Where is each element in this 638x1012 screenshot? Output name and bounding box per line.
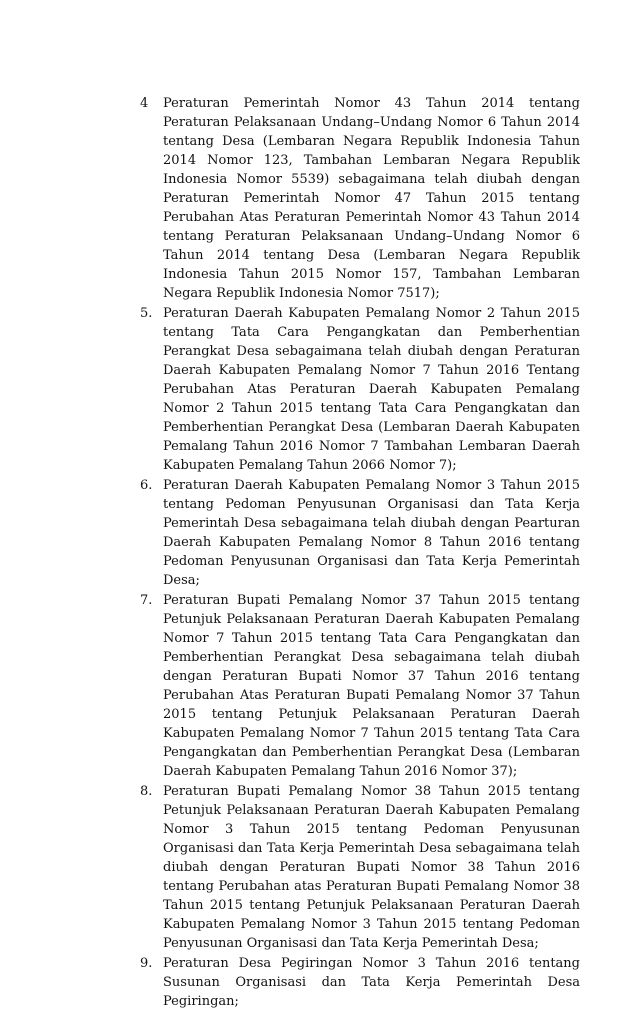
item-number: 5.: [140, 306, 153, 321]
list-item: [140, 476, 580, 590]
item-number: 8.: [140, 784, 153, 799]
list-item: [140, 94, 580, 303]
item-number: 9.: [140, 956, 153, 971]
item-text: Peraturan Daerah Kabupaten Pemalang Nomor 2 Tahun 2015 tentang Tata Cara Pengangkatan dan Pemberhentian Perangkat Desa sebagaimana telah diubah dengan Peraturan Daerah Kabupaten Pemalang Nomor 7 Tahun 2016 Tentang Perubahan Atas Peraturan Daerah Kabupaten Pemalang Nomor 2 Tahun 2015 tentang Tata Cara Pengangkatan dan Pemberhentian Perangkat Desa (Lembaran Daerah Kabupaten Pemalang Tahun 2016 Nomor 7 Tambahan Lembaran Daerah Kabupaten Pemalang Tahun 2066 Nomor 7);: [163, 306, 580, 473]
item-text: Peraturan Bupati Pemalang Nomor 38 Tahun 2015 tentang Petunjuk Pelaksanaan Peraturan Daerah Kabupaten Pemalang Nomor 3 Tahun 2015 tentang Pedoman Penyusunan Organisasi dan Tata Kerja Pemerintah Desa sebagaimana telah diubah dengan Peraturan Bupati Nomor 38 Tahun 2016 tentang Perubahan atas Peraturan Bupati Pemalang Nomor 38 Tahun 2015 tentang Petunjuk Pelaksanaan Peraturan Daerah Kabupaten Pemalang Nomor 3 Tahun 2015 tentang Pedoman Penyusunan Organisasi dan Tata Kerja Pemerintah Desa;: [163, 784, 580, 951]
legal-basis-list: [140, 94, 580, 1012]
item-text: Peraturan Bupati Pemalang Nomor 37 Tahun 2015 tentang Petunjuk Pelaksanaan Peraturan Daerah Kabupaten Pemalang Nomor 7 Tahun 2015 tentang Tata Cara Pengangkatan dan Pemberhentian Perangkat Desa sebagaimana telah diubah dengan Peraturan Bupati Nomor 37 Tahun 2016 tentang Perubahan Atas Peraturan Bupati Pemalang Nomor 37 Tahun 2015 tentang Petunjuk Pelaksanaan Peraturan Daerah Kabupaten Pemalang Nomor 7 Tahun 2015 tentang Tata Cara Pengangkatan dan Pemberhentian Perangkat Desa (Lembaran Daerah Kabupaten Pemalang Tahun 2016 Nomor 37);: [163, 593, 580, 779]
item-number: 7.: [140, 593, 153, 608]
list-item: [140, 591, 580, 781]
item-text: Peraturan Pemerintah Nomor 43 Tahun 2014 tentang Peraturan Pelaksanaan Undang–Undang Nomor 6 Tahun 2014 tentang Desa (Lembaran Negara Republik Indonesia Tahun 2014 Nomor 123, Tambahan Lembaran Negara Republik Indonesia Nomor 5539) sebagaimana telah diubah dengan Peraturan Pemerintah Nomor 47 Tahun 2015 tentang Perubahan Atas Peraturan Pemerintah Nomor 43 Tahun 2014 tentang Peraturan Pelaksanaan Undang–Undang Nomor 6 Tahun 2014 tentang Desa (Lembaran Negara Republik Indonesia Tahun 2015 Nomor 157, Tambahan Lembaran Negara Republik Indonesia Nomor 7517);: [163, 96, 580, 301]
list-item: [140, 782, 580, 953]
item-number: 4: [140, 96, 149, 111]
list-item: [140, 304, 580, 475]
item-number: 6.: [140, 478, 153, 493]
list-item: [140, 954, 580, 1011]
item-text: Peraturan Desa Pegiringan Nomor 3 Tahun 2016 tentang Susunan Organisasi dan Tata Kerja Pemerintah Desa Pegiringan;: [163, 956, 580, 1009]
item-text: Peraturan Daerah Kabupaten Pemalang Nomor 3 Tahun 2015 tentang Pedoman Penyusunan Organisasi dan Tata Kerja Pemerintah Desa sebagaimana telah diubah dengan Pearturan Daerah Kabupaten Pemalang Nomor 8 Tahun 2016 tentang Pedoman Penyusunan Organisasi dan Tata Kerja Pemerintah Desa;: [163, 478, 580, 588]
